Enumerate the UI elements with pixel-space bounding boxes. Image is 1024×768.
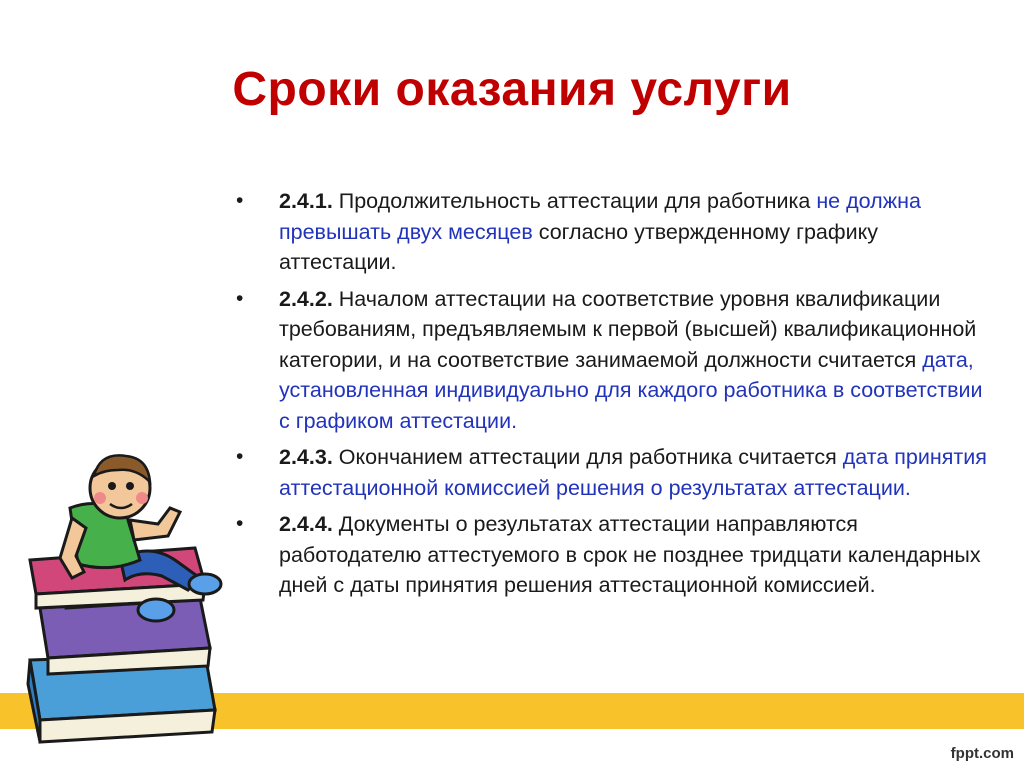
item-number: 2.4.2. <box>279 286 333 311</box>
boy-eye <box>108 482 116 490</box>
item-text-after: согласно утвержденному графику аттестации. <box>279 219 878 274</box>
item-number: 2.4.4. <box>279 512 333 536</box>
boy-cheek <box>136 492 148 504</box>
item-highlight: не должна превышать двух месяцев <box>279 189 921 244</box>
item-text: Документы о результатах аттестации направляются работодателю аттестуемого в срок не позднее тридцати календарных дней с даты принятия решения аттестационной комиссией. <box>279 512 981 597</box>
bullet-dot: • <box>236 189 244 212</box>
item-highlight: дата, установленная индивидуально для каждого работника в соответствии с графиком аттестации. <box>279 347 983 433</box>
item-text: Началом аттестации на соответствие уровня квалификации требованиям, предъявляемым к первой (высшей) квалификационной категории, и на соответствие занимаемой должности считается <box>279 286 977 372</box>
bullet-item-2-4-2 <box>236 284 996 437</box>
boy-shoe <box>138 599 174 621</box>
boy-on-books-clipart <box>0 448 250 758</box>
bullet-dot: • <box>236 445 244 468</box>
bullet-item-2-4-4 <box>236 509 996 601</box>
bullet-list <box>236 186 996 607</box>
bullet-item-2-4-3 <box>236 442 996 503</box>
boy-eye <box>126 482 134 490</box>
slide-title: Сроки оказания услуги <box>232 63 792 116</box>
boy-shoe <box>189 574 221 594</box>
item-number: 2.4.3. <box>279 445 333 469</box>
item-highlight: дата принятия аттестационной комиссией решения о результатах аттестации. <box>279 445 987 500</box>
boy-cheek <box>94 492 106 504</box>
item-text: Окончанием аттестации для работника считается <box>332 445 843 469</box>
item-text: Продолжительность аттестации для работника <box>332 189 817 213</box>
item-number: 2.4.1. <box>279 189 333 213</box>
bullet-dot: • <box>236 286 244 310</box>
footer-brand: fppt.com <box>950 745 1014 762</box>
bullet-item-2-4-1 <box>236 186 996 278</box>
bullet-dot: • <box>236 512 244 535</box>
